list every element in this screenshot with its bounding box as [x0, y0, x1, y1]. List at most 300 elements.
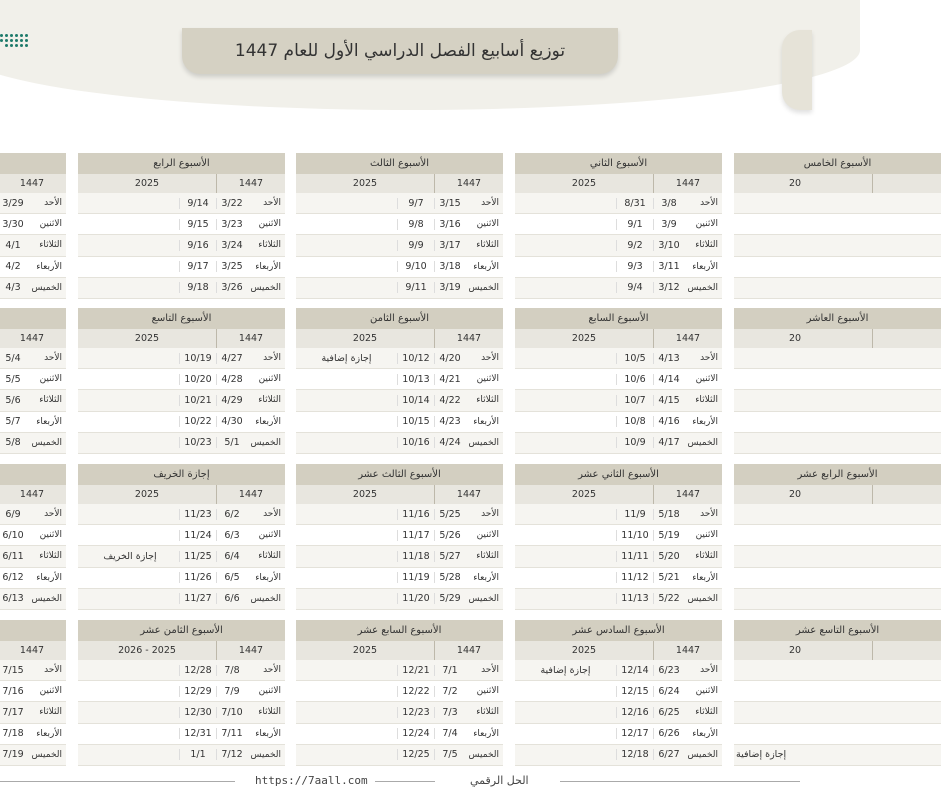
year-header — [0, 641, 66, 660]
day-name: الأربعاء — [36, 728, 62, 739]
week-days — [296, 193, 503, 299]
hijri-date: 3/12 — [653, 282, 684, 293]
day-row — [0, 235, 66, 256]
week-title: الأسبوع الثاني عشر — [515, 464, 722, 485]
day-row — [78, 702, 285, 723]
week-days — [296, 504, 503, 610]
hijri-date: 6/24 — [653, 686, 684, 697]
day-name: الاثنين — [258, 686, 281, 697]
day-row — [296, 257, 503, 278]
hijri-date: 5/22 — [653, 593, 684, 604]
day-name: الثلاثاء — [258, 395, 281, 406]
week-days — [78, 504, 285, 610]
gregorian-date: 11/24 — [179, 530, 216, 541]
week-days — [515, 348, 722, 454]
week-days — [0, 348, 66, 454]
day-row — [78, 724, 285, 745]
week-days — [515, 504, 722, 610]
hijri-year — [872, 329, 941, 348]
gregorian-date: 10/8 — [616, 416, 653, 427]
day-row — [0, 278, 66, 299]
day-name: الأربعاء — [36, 572, 62, 583]
week-days — [734, 504, 941, 610]
week-title: الأسبوع الثامن — [296, 308, 503, 329]
hijri-date: 7/1 — [434, 665, 465, 676]
year-header — [296, 485, 503, 504]
week-title: الأسبوع العاشر — [734, 308, 941, 329]
year-header — [0, 329, 66, 348]
day-row — [515, 390, 722, 411]
day-name: الأحد — [44, 509, 62, 520]
day-name: الثلاثاء — [476, 707, 499, 718]
day-row — [0, 390, 66, 411]
day-row — [0, 257, 66, 278]
hijri-date: 4/13 — [653, 353, 684, 364]
hijri-date: 4/23 — [434, 416, 465, 427]
hijri-year — [872, 174, 941, 193]
hijri-date: 7/15 — [0, 665, 28, 676]
day-row — [78, 412, 285, 433]
gregorian-date: 12/21 — [397, 665, 434, 676]
hijri-date: 4/15 — [653, 395, 684, 406]
week-title: الأسبوع الخامس — [734, 153, 941, 174]
day-name: الأحد — [263, 509, 281, 520]
week-days — [78, 348, 285, 454]
hijri-date: 6/4 — [216, 551, 247, 562]
hijri-date: 5/27 — [434, 551, 465, 562]
day-name: الثلاثاء — [695, 707, 718, 718]
hijri-date: 6/12 — [0, 572, 28, 583]
gregorian-date: 11/16 — [397, 509, 434, 520]
day-name: الثلاثاء — [476, 395, 499, 406]
day-row — [296, 681, 503, 702]
day-name: الاثنين — [258, 219, 281, 230]
footer-site-name: الحل الرقمي — [470, 774, 529, 787]
hijri-date: 7/17 — [0, 707, 28, 718]
hijri-date: 4/17 — [653, 437, 684, 448]
gregorian-date: 10/23 — [179, 437, 216, 448]
hijri-year — [872, 641, 941, 660]
hijri-date: 4/22 — [434, 395, 465, 406]
hijri-year: 1447 — [434, 174, 503, 193]
day-row — [296, 702, 503, 723]
day-row — [515, 589, 722, 610]
day-row — [734, 214, 941, 235]
hijri-date: 3/26 — [216, 282, 247, 293]
day-row — [734, 745, 941, 766]
day-name: الخميس — [250, 593, 281, 604]
week-title: الأسبوع الثاني — [515, 153, 722, 174]
gregorian-date: 11/27 — [179, 593, 216, 604]
day-row — [78, 214, 285, 235]
day-name: الاثنين — [695, 374, 718, 385]
gregorian-date: 10/22 — [179, 416, 216, 427]
day-row — [515, 278, 722, 299]
day-row — [296, 660, 503, 681]
gregorian-date: 12/30 — [179, 707, 216, 718]
day-name: الاثنين — [476, 686, 499, 697]
year-header — [734, 641, 941, 660]
day-name: الأحد — [481, 665, 499, 676]
day-name: الاثنين — [39, 374, 62, 385]
day-name: الثلاثاء — [258, 551, 281, 562]
day-row — [734, 257, 941, 278]
day-name: الأربعاء — [473, 728, 499, 739]
day-row — [78, 348, 285, 369]
hijri-date: 4/2 — [0, 261, 28, 272]
day-row — [734, 546, 941, 567]
day-name: الأربعاء — [36, 416, 62, 427]
day-name: الخميس — [468, 437, 499, 448]
day-name: الأربعاء — [473, 572, 499, 583]
hijri-date: 3/16 — [434, 219, 465, 230]
day-row — [296, 546, 503, 567]
gregorian-year: 2025 — [571, 489, 597, 500]
week-title: الأسبوع التاسع عشر — [734, 620, 941, 641]
day-row — [515, 193, 722, 214]
week-days — [0, 193, 66, 299]
hijri-year: 1447 — [434, 485, 503, 504]
day-name: الخميس — [250, 749, 281, 760]
day-name: الأحد — [700, 509, 718, 520]
week-card — [296, 308, 503, 460]
week-days — [0, 504, 66, 610]
holiday-note: إجازة الخريف — [103, 551, 157, 563]
gregorian-year: 2025 — [134, 489, 160, 500]
gregorian-date: 11/13 — [616, 593, 653, 604]
year-header — [515, 485, 722, 504]
week-card — [515, 153, 722, 305]
day-row — [78, 235, 285, 256]
week-days — [296, 660, 503, 766]
gregorian-date: 9/17 — [179, 261, 216, 272]
day-name: الاثنين — [695, 530, 718, 541]
week-title — [0, 464, 66, 485]
hijri-date: 3/17 — [434, 240, 465, 251]
day-row — [0, 724, 66, 745]
day-name: الاثنين — [39, 686, 62, 697]
day-name: الأحد — [263, 353, 281, 364]
day-name: الأربعاء — [473, 261, 499, 272]
gregorian-date: 11/23 — [179, 509, 216, 520]
day-row — [78, 681, 285, 702]
hijri-year: 1447 — [434, 329, 503, 348]
hijri-date: 4/14 — [653, 374, 684, 385]
day-note: إجازة إضافية — [321, 352, 372, 364]
day-name: الثلاثاء — [39, 395, 62, 406]
day-row — [78, 257, 285, 278]
gregorian-year: 2025 - 2026 — [118, 645, 176, 656]
day-name: الأربعاء — [473, 416, 499, 427]
week-card — [0, 464, 66, 616]
gregorian-date: 10/6 — [616, 374, 653, 385]
day-row — [296, 348, 503, 369]
day-row — [0, 412, 66, 433]
gregorian-date: 12/16 — [616, 707, 653, 718]
gregorian-date: 10/15 — [397, 416, 434, 427]
day-row — [0, 369, 66, 390]
hijri-date: 4/16 — [653, 416, 684, 427]
gregorian-date: 12/29 — [179, 686, 216, 697]
hijri-date: 5/5 — [0, 374, 28, 385]
day-row — [296, 193, 503, 214]
hijri-date: 7/11 — [216, 728, 247, 739]
year-header — [734, 485, 941, 504]
hijri-date: 3/29 — [0, 198, 28, 209]
hijri-date: 6/5 — [216, 572, 247, 583]
day-row — [0, 660, 66, 681]
day-row — [734, 412, 941, 433]
day-row — [296, 568, 503, 589]
hijri-date: 3/15 — [434, 198, 465, 209]
day-name: الاثنين — [258, 530, 281, 541]
day-row — [0, 214, 66, 235]
week-title: الأسبوع الرابع عشر — [734, 464, 941, 485]
gregorian-date: 8/31 — [616, 198, 653, 209]
page-title: توزيع أسابيع الفصل الدراسي الأول للعام 1447 — [234, 41, 566, 61]
week-title: إجازة الخريف — [78, 464, 285, 485]
hijri-year: 1447 — [0, 641, 66, 660]
day-row — [0, 702, 66, 723]
hijri-date: 5/20 — [653, 551, 684, 562]
day-row — [515, 433, 722, 454]
day-name: الخميس — [31, 437, 62, 448]
week-title: الأسبوع الرابع — [78, 153, 285, 174]
week-card — [78, 308, 285, 460]
hijri-year: 1447 — [0, 329, 66, 348]
day-row — [0, 433, 66, 454]
hijri-date: 4/28 — [216, 374, 247, 385]
hijri-date: 4/1 — [0, 240, 28, 251]
hijri-date: 6/6 — [216, 593, 247, 604]
day-row — [734, 589, 941, 610]
day-row — [78, 390, 285, 411]
year-header — [515, 641, 722, 660]
day-name: الخميس — [31, 282, 62, 293]
gregorian-year — [734, 485, 872, 504]
week-days — [0, 660, 66, 766]
gregorian-year: 2025 — [571, 645, 597, 656]
day-name: الخميس — [687, 282, 718, 293]
day-row — [0, 348, 66, 369]
day-name: الثلاثاء — [476, 551, 499, 562]
week-title — [0, 308, 66, 329]
week-title — [0, 153, 66, 174]
day-row — [296, 214, 503, 235]
gregorian-year — [734, 329, 872, 348]
day-name: الأحد — [263, 665, 281, 676]
gregorian-date: 12/23 — [397, 707, 434, 718]
year-header — [515, 329, 722, 348]
week-title — [0, 620, 66, 641]
day-name: الأحد — [44, 353, 62, 364]
day-row — [296, 724, 503, 745]
gregorian-date: 11/11 — [616, 551, 653, 562]
day-row — [734, 433, 941, 454]
hijri-year: 1447 — [216, 329, 285, 348]
day-name: الخميس — [687, 437, 718, 448]
hijri-date: 5/21 — [653, 572, 684, 583]
day-row — [515, 214, 722, 235]
gregorian-year: 2025 — [352, 333, 378, 344]
gregorian-date: 10/21 — [179, 395, 216, 406]
gregorian-date: 11/10 — [616, 530, 653, 541]
week-title: الأسبوع التاسع — [78, 308, 285, 329]
day-name: الثلاثاء — [695, 551, 718, 562]
day-row — [515, 702, 722, 723]
day-name: الثلاثاء — [39, 551, 62, 562]
week-days — [296, 348, 503, 454]
hijri-date: 3/8 — [653, 198, 684, 209]
day-name: الاثنين — [695, 219, 718, 230]
day-name: الأحد — [481, 509, 499, 520]
year-header — [296, 174, 503, 193]
day-row — [296, 390, 503, 411]
day-name: الثلاثاء — [695, 395, 718, 406]
hijri-date: 6/13 — [0, 593, 28, 604]
hijri-date: 3/19 — [434, 282, 465, 293]
day-name: الاثنين — [476, 530, 499, 541]
day-name: الثلاثاء — [476, 240, 499, 251]
day-name: الثلاثاء — [695, 240, 718, 251]
hijri-year: 1447 — [653, 485, 722, 504]
gregorian-date: 11/26 — [179, 572, 216, 583]
year-header — [0, 485, 66, 504]
day-row — [515, 525, 722, 546]
hijri-date: 5/4 — [0, 353, 28, 364]
year-header — [78, 641, 285, 660]
hijri-date: 3/11 — [653, 261, 684, 272]
day-name: الأربعاء — [36, 261, 62, 272]
hijri-date: 5/7 — [0, 416, 28, 427]
hijri-date: 3/24 — [216, 240, 247, 251]
gregorian-date: 10/19 — [179, 353, 216, 364]
gregorian-date: 12/18 — [616, 749, 653, 760]
gregorian-year: 2025 — [134, 178, 160, 189]
hijri-year: 1447 — [216, 174, 285, 193]
hijri-date: 6/23 — [653, 665, 684, 676]
week-title: الأسبوع السابع عشر — [296, 620, 503, 641]
hijri-date: 4/30 — [216, 416, 247, 427]
day-row — [515, 348, 722, 369]
day-name: الأحد — [481, 353, 499, 364]
hijri-date: 7/4 — [434, 728, 465, 739]
year-header — [78, 174, 285, 193]
year-header — [296, 329, 503, 348]
hijri-date: 4/21 — [434, 374, 465, 385]
gregorian-date: 9/10 — [397, 261, 434, 272]
year-header — [734, 174, 941, 193]
week-card-edge — [734, 153, 941, 305]
hijri-year — [872, 485, 941, 504]
week-card — [78, 620, 285, 772]
footer-url[interactable]: https://7aall.com — [255, 774, 368, 787]
day-row — [515, 504, 722, 525]
day-row — [515, 257, 722, 278]
day-row — [515, 745, 722, 766]
gregorian-date: 10/12 — [397, 353, 434, 364]
day-row — [0, 745, 66, 766]
day-note: إجازة إضافية — [736, 749, 787, 761]
gregorian-year-fragment: 20 — [789, 645, 802, 656]
week-title: الأسبوع الثامن عشر — [78, 620, 285, 641]
gregorian-year-fragment: 20 — [789, 489, 802, 500]
hijri-date: 7/3 — [434, 707, 465, 718]
hijri-date: 5/29 — [434, 593, 465, 604]
day-name: الثلاثاء — [39, 240, 62, 251]
gregorian-date: 9/3 — [616, 261, 653, 272]
day-name: الاثنين — [39, 530, 62, 541]
gregorian-date: 12/31 — [179, 728, 216, 739]
day-row — [78, 745, 285, 766]
hijri-date: 5/26 — [434, 530, 465, 541]
day-row — [734, 525, 941, 546]
hijri-year: 1447 — [653, 174, 722, 193]
day-name: الخميس — [250, 282, 281, 293]
week-card — [0, 153, 66, 305]
day-name: الأربعاء — [255, 728, 281, 739]
week-days — [734, 193, 941, 299]
week-days — [515, 193, 722, 299]
day-name: الخميس — [250, 437, 281, 448]
day-row — [78, 193, 285, 214]
week-card-edge — [734, 620, 941, 772]
week-days — [734, 660, 941, 766]
hijri-date: 3/22 — [216, 198, 247, 209]
day-row — [78, 278, 285, 299]
day-row — [0, 589, 66, 610]
hijri-date: 6/9 — [0, 509, 28, 520]
day-name: الأحد — [700, 665, 718, 676]
day-row — [296, 235, 503, 256]
day-row — [734, 702, 941, 723]
day-row — [296, 433, 503, 454]
year-header — [515, 174, 722, 193]
day-row — [734, 568, 941, 589]
ministry-logo-icon — [0, 34, 30, 52]
day-row — [78, 660, 285, 681]
day-row — [0, 681, 66, 702]
gregorian-date: 10/7 — [616, 395, 653, 406]
hijri-date: 7/12 — [216, 749, 247, 760]
gregorian-date: 11/12 — [616, 572, 653, 583]
gregorian-year: 2025 — [571, 178, 597, 189]
gregorian-year-fragment: 20 — [789, 178, 802, 189]
year-header — [296, 641, 503, 660]
day-row — [0, 525, 66, 546]
day-row — [734, 504, 941, 525]
hijri-date: 5/8 — [0, 437, 28, 448]
hijri-date: 4/29 — [216, 395, 247, 406]
week-title: الأسبوع السادس عشر — [515, 620, 722, 641]
day-row — [734, 681, 941, 702]
hijri-date: 6/11 — [0, 551, 28, 562]
day-name: الثلاثاء — [258, 240, 281, 251]
day-name: الأربعاء — [255, 261, 281, 272]
hijri-date: 7/5 — [434, 749, 465, 760]
day-name: الأربعاء — [692, 572, 718, 583]
corner-tab — [782, 30, 812, 110]
hijri-date: 5/25 — [434, 509, 465, 520]
gregorian-date: 12/14 — [616, 665, 653, 676]
day-name: الاثنين — [695, 686, 718, 697]
day-name: الأحد — [44, 665, 62, 676]
gregorian-date: 11/17 — [397, 530, 434, 541]
day-row — [734, 235, 941, 256]
week-card — [296, 153, 503, 305]
day-note: إجازة إضافية — [540, 664, 591, 676]
day-name: الاثنين — [258, 374, 281, 385]
